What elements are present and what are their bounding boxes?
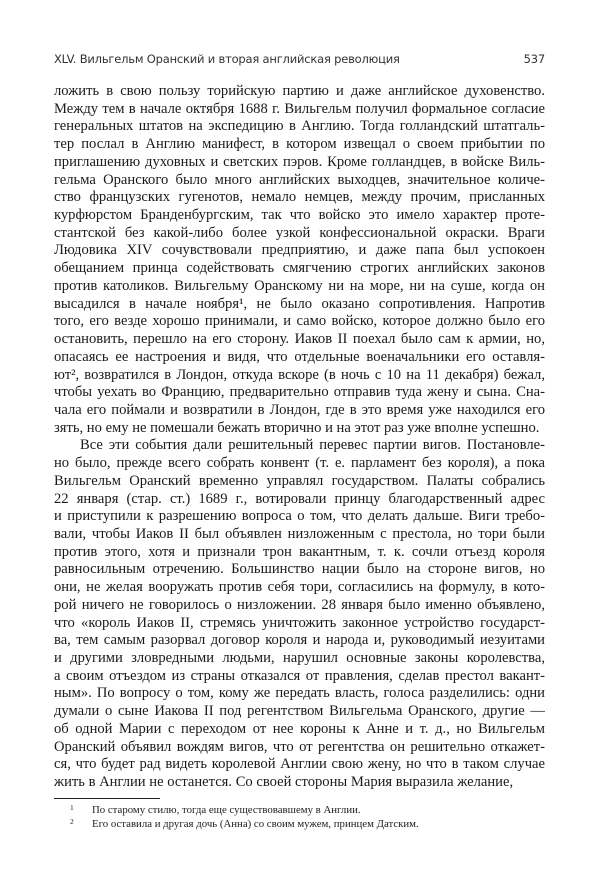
text-line: Людовика XIV сочувствовали предприятию, и даже папа был успокоен [54,242,545,259]
text-line: Оранский объявил вождям вигов, что от регентства он решительно откажет- [54,738,545,755]
text-line: Все эти события дали решительный перевес партии вигов. Постановле- [80,437,545,454]
footnote-mark: 2 [70,817,74,826]
text-line: рой ничего не говорилось о низложении. 28 января было именно объявлено, [54,596,545,613]
text-line: обещанием принца содействовать смягчению строгих английских законов [54,260,545,277]
text-line: думали о сыне Иакова II под регентством Вильгельма Оранского, другие — [54,703,545,720]
text-line: вали, чтобы Иаков II был объявлен низложенным с престола, но тори были [54,525,545,542]
text-line: 22 января (стар. ст.) 1689 г., вотировали принцу благодарственный адрес [54,490,545,507]
paragraph [54,437,545,791]
text-line: тер послал в Англию манифест, в котором извещал о своем прибытии по [54,136,545,153]
text-line: чала его поймали и возвратили в Лондон, где в это время уже находился его [54,401,545,418]
page-number: 537 [523,52,545,66]
running-header [54,52,545,70]
text-line: они, не желая вооружать против себя тори, согласились на формулу, в кото- [54,579,545,596]
text-line: чтобы уехать во Францию, предварительно отправив туда жену и сына. Сна- [54,384,545,401]
text-line: гельма Оранского было много английских выходцев, значительное количе- [54,171,545,188]
footnote-text: Его оставила и другая дочь (Анна) со своим мужем, принцем Датским. [92,818,419,830]
text-line: жить в Англии не останется. Со своей стороны Мария выразила желание, [54,774,514,791]
text-line: и другими зловредными людьми, нарушил основные законы королевства, [54,650,545,666]
footnote [70,817,419,831]
footnote [70,803,419,817]
text-line: ва, тем самым разорвал договор короля и народа и, руководимый иезуитами [54,632,545,649]
text-line: ным». По вопросу о том, кому же передать власть, голоса разделились: одни [54,685,545,702]
chapter-title: XLV. Вильгельм Оранский и вторая английская революция [54,52,400,66]
paragraph [54,83,545,437]
text-line: зять, но ему не помешали бежать вторично и на этот раз уже вполне успешно. [54,419,540,436]
text-line: ложить в свою пользу торийскую партию и даже английское духовенство. [54,83,545,99]
text-line: приглашению духовных и светских пэров. Кроме голландцев, в войске Виль- [54,153,545,170]
text-line: стантской без какой-либо более узкой конфессиональной окраски. Враги [54,224,545,241]
text-line: а своим отъездом из страны отказался от правления, сделав престол вакант- [54,667,545,684]
text-line: что «король Иаков II, стремясь уничтожить законное устройство государст- [54,614,545,631]
text-line: против этого, хотя и признали трон вакантным, т. к. сочли отъезд короля [54,543,545,560]
text-line: ся, что будет рад видеть королевой Англии свою жену, но что в таком случае [54,756,545,773]
text-line: остановить, перешло на его сторону. Иаков II поехал было сам к армии, но, [54,331,545,348]
text-line: курфюрстом Бранденбургским, так что войско это имело характер проте- [54,207,545,224]
footnotes [70,803,419,831]
text-line: об одной Марии с переходом от нее короны к Анне и т. д., но Вильгельм [54,720,545,737]
body-text [54,83,545,792]
text-line: против католиков. Вильгельму Оранскому ни на море, ни на суше, когда он [54,277,545,294]
footnote-divider [54,798,160,799]
text-line: высадился в начале ноября¹, не было оказано сопротивления. Напротив [54,295,545,312]
text-line: Между тем в начале октября 1688 г. Вильгельм получил формальное согласие [54,100,545,117]
text-line: опасаясь ее настроения и видя, что отдельные военачальники его оставля- [54,348,545,365]
footnote-text: По старому стилю, тогда еще существовавшему в Англии. [92,804,361,816]
text-line: того, его везде хорошо принимали, и само войско, которое должно было его [54,313,545,330]
text-line: генеральных штатов на экспедицию в Англию. Тогда голландский штатгаль- [54,118,545,135]
text-line: Вильгельм Оранский временно управлял государством. Палаты собрались [54,472,545,489]
text-line: но было, прежде всего собрать конвент (т. е. парламент без короля), а пока [54,455,545,472]
text-line: ют², возвратился в Лондон, откуда вскоре (в ночь с 10 на 11 декабря) бежал, [54,366,545,383]
text-line: и приступили к разрешению вопроса о том, что делать дальше. Виги требо- [54,508,545,525]
text-line: ство французских гугенотов, немало немцев, между прочим, присланных [54,189,545,206]
text-line: равносильным отречению. Большинство нации было на стороне вигов, но [54,561,545,578]
footnote-mark: 1 [70,803,74,812]
